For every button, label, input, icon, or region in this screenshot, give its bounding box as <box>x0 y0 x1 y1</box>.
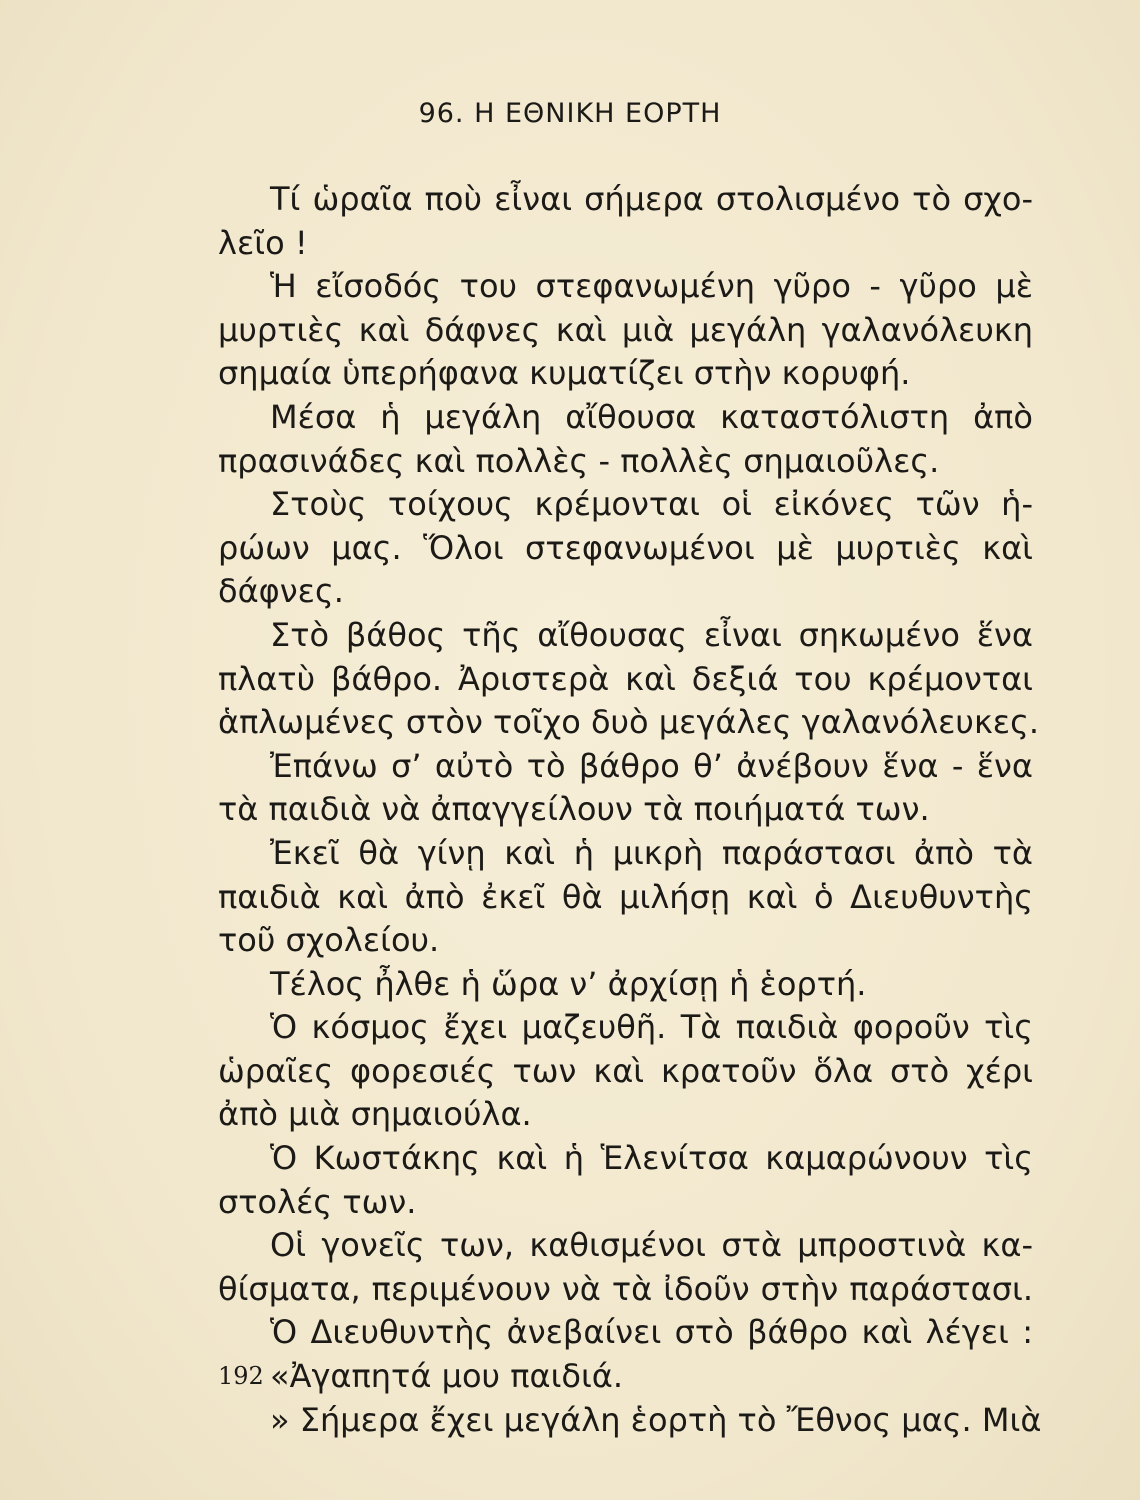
text-line: Στοὺς τοίχους κρέμονται οἱ εἰκόνες τῶν ἡ- <box>270 485 1033 524</box>
body-text <box>218 178 1042 1442</box>
text-line: δάφνες. <box>218 572 344 611</box>
text-line: Τέλος ἦλθε ἡ ὥρα ν’ ἀρχίσῃ ἡ ἑορτή. <box>270 964 867 1003</box>
page-number: 192 <box>218 1362 264 1390</box>
text-line: ἁπλωμένες στὸν τοῖχο δυὸ μεγάλες γαλανόλευκες. <box>218 703 1040 742</box>
text-line: Στὸ βάθος τῆς αἴθουσας εἶναι σηκωμένο ἕνα <box>270 615 1033 654</box>
text-line: ρώων μας. Ὅλοι στεφανωμένοι μὲ μυρτιὲς καὶ <box>218 528 1033 567</box>
text-line: λεῖο ! <box>218 223 308 262</box>
text-line: ἀπὸ μιὰ σημαιούλα. <box>218 1095 532 1134</box>
text-line: Οἱ γονεῖς των, καθισμένοι στὰ μπροστινὰ κα- <box>270 1226 1033 1265</box>
chapter-title: 96. Η ΕΘΝΙΚΗ ΕΟΡΤΗ <box>418 98 722 129</box>
text-line: Τί ὡραῖα ποὺ εἶναι σήμερα στολισμένο τὸ σχο- <box>270 180 1033 218</box>
text-line: Ὁ Διευθυντὴς ἀνεβαίνει στὸ βάθρο καὶ λέγει : <box>270 1313 1033 1352</box>
text-line: Ὁ Κωστάκης καὶ ἡ Ἑλενίτσα καμαρώνουν τὶς <box>270 1139 1033 1178</box>
text-line: Ἐπάνω σ’ αὐτὸ τὸ βάθρο θ’ ἀνέβουν ἕνα - ἕνα <box>270 746 1033 785</box>
text-line: σημαία ὑπερήφανα κυματίζει στὴν κορυφή. <box>218 354 911 393</box>
text-line: πλατὺ βάθρο. Ἀριστερὰ καὶ δεξιά του κρέμονται <box>218 659 1033 698</box>
text-line: θίσματα, περιμένουν νὰ τὰ ἰδοῦν στὴν παράστασι. <box>218 1269 1033 1308</box>
text-line: Ὁ κόσμος ἔχει μαζευθῆ. Τὰ παιδιὰ φοροῦν τὶς <box>270 1008 1033 1047</box>
text-line: » Σήμερα ἔχει μεγάλη ἑορτὴ τὸ Ἔθνος μας. Μιὰ <box>270 1400 1042 1439</box>
text-line: Ἡ εἴσοδός του στεφανωμένη γῦρο - γῦρο μὲ <box>270 267 1033 306</box>
text-line: μυρτιὲς καὶ δάφνες καὶ μιὰ μεγάλη γαλανόλευκη <box>218 310 1033 349</box>
text-line: ὡραῖες φορεσιές των καὶ κρατοῦν ὅλα στὸ χέρι <box>218 1051 1033 1090</box>
text-line: παιδιὰ καὶ ἀπὸ ἐκεῖ θὰ μιλήσῃ καὶ ὁ Διευθυντὴς <box>218 877 1033 916</box>
text-line: Ἐκεῖ θὰ γίνῃ καὶ ἡ μικρὴ παράστασι ἀπὸ τὰ <box>270 833 1033 872</box>
text-line: πρασινάδες καὶ πολλὲς - πολλὲς σημαιοῦλες. <box>218 441 940 480</box>
text-line: στολές των. <box>218 1182 417 1221</box>
text-line: τὰ παιδιὰ νὰ ἀπαγγείλουν τὰ ποιήματά των. <box>218 790 930 829</box>
text-line: τοῦ σχολείου. <box>218 921 440 960</box>
text-line: «Ἀγαπητά μου παιδιά. <box>270 1357 624 1396</box>
text-line: Μέσα ἡ μεγάλη αἴθουσα καταστόλιστη ἀπὸ <box>270 397 1033 436</box>
